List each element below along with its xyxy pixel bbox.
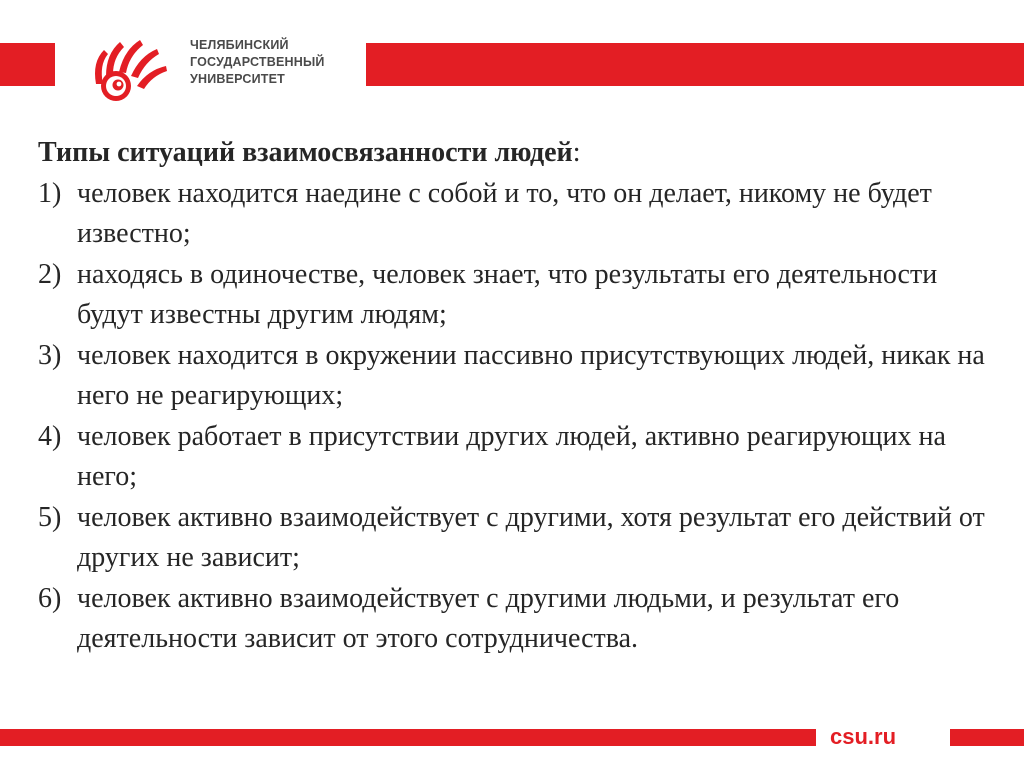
list-item-number: 6) [38,582,62,614]
spiral-fan-logo-icon [82,32,172,102]
header-stripe-right [366,43,1024,86]
university-name-line-2: ГОСУДАРСТВЕННЫЙ [190,55,325,69]
slide-heading-colon: : [572,137,581,168]
list-item-text: человек активно взаимодействует с другими, хотя результат его действий от других не зависит; [77,501,985,573]
list-item [38,498,1003,579]
list-item-number: 2) [38,258,62,290]
header-stripe-left [0,43,55,86]
footer-stripe-left [0,729,816,746]
slide-heading-text: Типы ситуаций взаимосвязанности людей [38,137,573,168]
university-name-line-3: УНИВЕРСИТЕТ [190,72,285,86]
list-item [38,174,1003,255]
list-item-number: 3) [38,339,62,371]
list-item-text: человек работает в присутствии других людей, активно реагирующих на него; [77,420,946,492]
list-item-text: человек активно взаимодействует с другими людьми, и результат его деятельности зависит от этого сотрудничества. [77,582,900,654]
slide-content [38,133,1003,660]
list-item [38,579,1003,660]
list-item [38,255,1003,336]
slide-heading [38,133,1003,174]
list-item-text: человек находится в окружении пассивно присутствующих людей, никак на него не реагирующих; [77,339,985,411]
situation-types-list [38,174,1003,660]
list-item [38,417,1003,498]
footer-stripe-right [950,729,1024,746]
list-item [38,336,1003,417]
list-item-number: 5) [38,501,62,533]
list-item-number: 4) [38,420,62,452]
site-link[interactable]: csu.ru [830,724,897,749]
list-item-text: находясь в одиночестве, человек знает, что результаты его деятельности будут известны другим людям; [77,258,938,330]
university-name-line-1: ЧЕЛЯБИНСКИЙ [190,38,289,52]
list-item-text: человек находится наедине с собой и то, что он делает, никому не будет известно; [77,177,932,249]
university-name [190,37,325,88]
list-item-number: 1) [38,177,62,209]
